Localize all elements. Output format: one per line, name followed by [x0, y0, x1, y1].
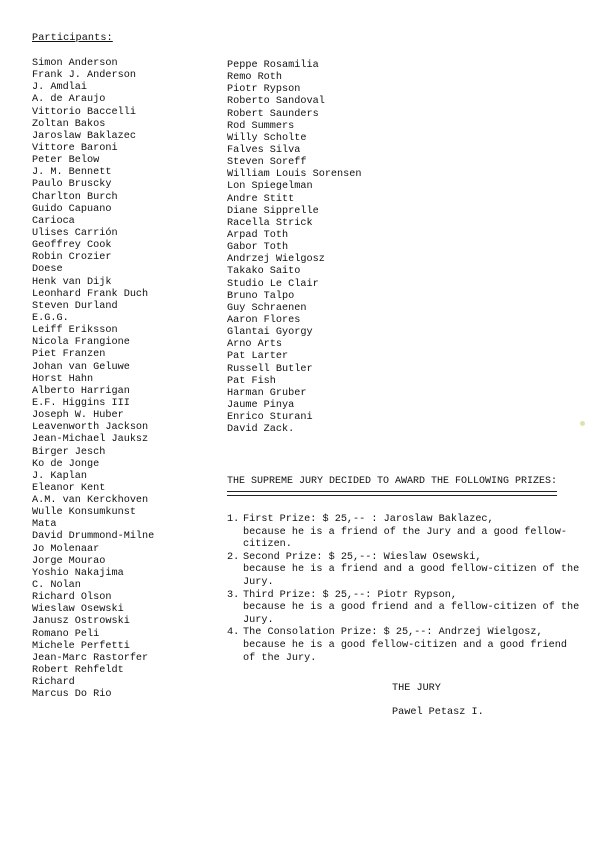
- participant-name: David Zack.: [227, 424, 295, 436]
- participant-name: Bruno Talpo: [227, 290, 295, 302]
- participants-list-right: [227, 60, 362, 436]
- prize-number: 3.: [227, 589, 240, 601]
- participant-name: J. Kaplan: [32, 470, 88, 482]
- participant-name: Marcus Do Rio: [32, 689, 112, 701]
- participant-name: Rod Summers: [227, 120, 295, 132]
- participant-name: Pat Fish: [227, 375, 276, 387]
- participants-list-left: [32, 58, 154, 701]
- participant-name: Steven Soreff: [227, 157, 307, 169]
- participant-name: Jaume Pinya: [227, 399, 295, 411]
- participant-name: Nicola Frangione: [32, 337, 130, 349]
- participant-name: Aaron Flores: [227, 314, 301, 326]
- participant-name: Jo Molenaar: [32, 543, 100, 555]
- participant-name: Eleanor Kent: [32, 482, 106, 494]
- participant-name: Jorge Mourao: [32, 555, 106, 567]
- participant-name: David Drummond-Milne: [32, 531, 155, 543]
- participant-name: J. M. Bennett: [32, 167, 112, 179]
- prize-reason: because he is a friend and a good fellow-citizen of the Jury.: [243, 564, 580, 588]
- participant-name: Romano Peli: [32, 628, 100, 640]
- participant-name: A. de Araujo: [32, 94, 106, 106]
- participant-name: E.G.G.: [32, 312, 69, 324]
- participant-name: Vittore Baroni: [32, 142, 118, 154]
- prize-item: [227, 589, 580, 628]
- participants-heading: Participants:: [32, 33, 113, 44]
- participant-name: Michele Perfetti: [32, 640, 130, 652]
- participant-name: Leiff Eriksson: [32, 325, 118, 337]
- prize-line: The Consolation Prize: $ 25,--: Andrzej Wielgosz,: [243, 627, 543, 639]
- participant-name: Russell Butler: [227, 363, 313, 375]
- participant-name: Andre Stitt: [227, 193, 295, 205]
- prize-item: [227, 627, 577, 665]
- participant-name: Pat Larter: [227, 351, 289, 363]
- participant-name: Richard: [32, 677, 75, 689]
- participant-name: Guido Capuano: [32, 203, 112, 215]
- participant-name: E.F. Higgins III: [32, 397, 130, 409]
- participant-name: Falves Silva: [227, 144, 301, 156]
- participant-name: Jaroslaw Baklazec: [32, 130, 136, 142]
- participant-name: Arno Arts: [227, 339, 283, 351]
- participant-name: Robert Rehfeldt: [32, 665, 124, 677]
- participant-name: Jean-Michael Jauksz: [32, 434, 149, 446]
- participant-name: Peter Below: [32, 155, 100, 167]
- participant-name: Ulises Carrión: [32, 227, 118, 239]
- participant-name: Peppe Rosamilia: [227, 60, 319, 71]
- participant-name: Studio Le Clair: [227, 278, 319, 290]
- participant-name: Glantai Gyorgy: [227, 327, 313, 339]
- participant-name: Piotr Rypson: [227, 84, 301, 96]
- participant-name: Racella Strick: [227, 217, 313, 229]
- participant-name: Piet Franzen: [32, 349, 106, 361]
- participant-name: Guy Schraenen: [227, 302, 307, 314]
- participant-name: Wulle Konsumkunst: [32, 507, 136, 519]
- participant-name: Remo Roth: [227, 72, 283, 84]
- participant-name: Gabor Toth: [227, 242, 289, 254]
- participant-name: William Louis Sorensen: [227, 169, 362, 181]
- prize-reason: because he is a good friend and a fellow-citizen of the Jury.: [243, 602, 580, 626]
- prize-line: Second Prize: $ 25,--: Wieslaw Osewski,: [243, 551, 482, 563]
- participant-name: Harman Gruber: [227, 387, 307, 399]
- participant-name: Roberto Sandoval: [227, 96, 325, 108]
- prize-number: 4.: [227, 627, 240, 639]
- double-rule-divider: [227, 491, 557, 496]
- participant-name: Charlton Burch: [32, 191, 118, 203]
- participant-name: Lon Spiegelman: [227, 181, 313, 193]
- participant-name: Frank J. Anderson: [32, 70, 136, 82]
- participant-name: Joseph W. Huber: [32, 410, 124, 422]
- prize-announcement: [227, 476, 580, 665]
- participant-name: Vittorio Baccelli: [32, 106, 136, 118]
- participant-name: Jean-Marc Rastorfer: [32, 652, 149, 664]
- participant-name: Doese: [32, 264, 63, 276]
- jury-signature-name: Pawel Petasz I.: [392, 707, 484, 718]
- prize-line: Third Prize: $ 25,--: Piotr Rypson,: [243, 589, 457, 601]
- prize-list: [227, 514, 580, 665]
- prize-number: 1.: [227, 514, 240, 525]
- participant-name: Paulo Bruscky: [32, 179, 112, 191]
- participant-name: Robin Crozier: [32, 252, 112, 264]
- participant-name: Takako Saito: [227, 266, 301, 278]
- participant-name: Ko de Jonge: [32, 458, 100, 470]
- prize-line: First Prize: $ 25,-- : Jaroslaw Baklazec,: [243, 514, 494, 525]
- participant-name: C. Nolan: [32, 580, 81, 592]
- prize-item: [227, 514, 577, 552]
- participant-name: Horst Hahn: [32, 373, 94, 385]
- paper-stain: [580, 421, 585, 426]
- participant-name: Birger Jesch: [32, 446, 106, 458]
- participant-name: Diane Sipprelle: [227, 205, 319, 217]
- participant-name: Robert Saunders: [227, 108, 319, 120]
- jury-title: THE SUPREME JURY DECIDED TO AWARD THE FOLLOWING PRIZES:: [227, 476, 558, 487]
- participant-name: Johan van Geluwe: [32, 361, 130, 373]
- participant-name: Carioca: [32, 215, 75, 227]
- participant-name: Janusz Ostrowski: [32, 616, 130, 628]
- participant-name: Simon Anderson: [32, 58, 118, 69]
- participant-name: Henk van Dijk: [32, 276, 112, 288]
- participant-name: Enrico Sturani: [227, 412, 313, 424]
- participant-name: Andrzej Wielgosz: [227, 254, 325, 266]
- participant-name: Yoshio Nakajima: [32, 567, 124, 579]
- prize-reason: because he is a good fellow-citizen and a good friend of the Jury.: [243, 639, 568, 664]
- prize-number: 2.: [227, 551, 240, 563]
- prize-item: [227, 551, 580, 590]
- participant-name: Richard Olson: [32, 592, 112, 604]
- participant-name: Alberto Harrigan: [32, 385, 130, 397]
- participant-name: Arpad Toth: [227, 229, 289, 241]
- participant-name: Geoffrey Cook: [32, 240, 112, 252]
- jury-signature-label: THE JURY: [392, 683, 441, 694]
- participant-name: Zoltan Bakos: [32, 118, 106, 130]
- participant-name: Willy Scholte: [227, 132, 307, 144]
- participant-name: J. Amdlai: [32, 82, 88, 94]
- participant-name: A.M. van Kerckhoven: [32, 495, 149, 507]
- participant-name: Steven Durland: [32, 300, 118, 312]
- participant-name: Leavenworth Jackson: [32, 422, 149, 434]
- prize-reason: because he is a friend of the Jury and a good fellow-citizen.: [243, 526, 568, 551]
- participant-name: Wieslaw Osewski: [32, 604, 124, 616]
- participant-name: Leonhard Frank Duch: [32, 288, 149, 300]
- participant-name: Mata: [32, 519, 57, 531]
